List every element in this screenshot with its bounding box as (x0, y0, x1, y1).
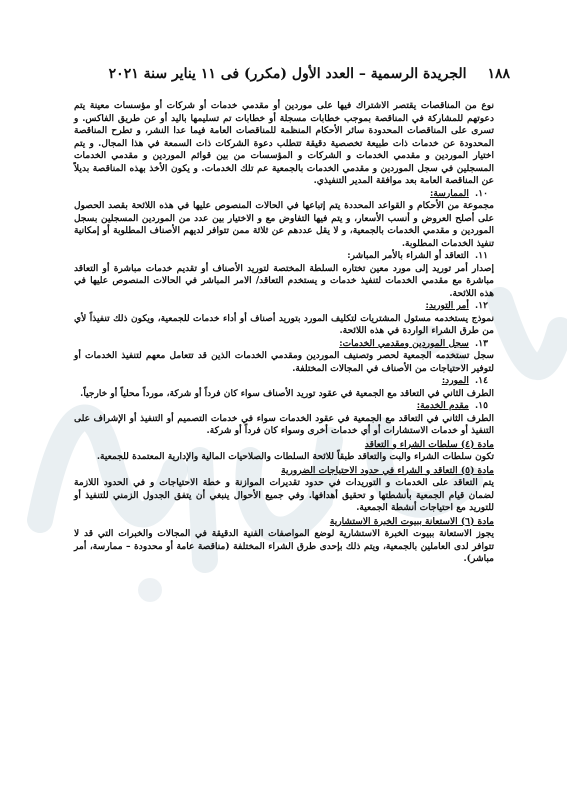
definition-title: المورد: (441, 375, 469, 386)
header-title: الجريدة الرسمية – العدد الأول (مكرر) فى ١١ يناير سنة ٢٠٢١ (108, 66, 467, 82)
definition-text: الطرف الثاني في التعاقد مع الجمعية في عقود الخدمات سواء في خدمات التصميم أو التنفيذ أو الإشراف على التنفيذ أو خدمات الاستشارات أو أي خدمات أخرى وسواء كان فرداً أو شركة. (74, 412, 494, 436)
intro-paragraph: نوع من المناقصات يقتصر الاشتراك فيها على موردين أو مقدمي خدمات أو شركات أو مؤسسات معينة يتم دعوتهم للمشاركة في المناقصة بموجب خطابات مسجلة أو خطابات تم تسليمها باليد أو عن طريق الفاكس. و تسرى على المناقصات المحدودة سائر الأحكام المنظمة للمناقصات العامة فيما عدا النشر، و تطرح المناقصة المحدودة عن خدمات ذات طبيعة تخصصية دقيقة تتطلب دعوة الشركات ذات السمعة في هذا المجال. و يتم اختيار الموردين و مقدمي الخدمات و الشركات و المؤسسات من بين قوائم الموردين و مقدمي الخدمات المسجلين في سجل الموردين و مقدمي الخدمات بالجمعية عم تلك الخدمات. و يكون الأخذ بهذه المناقصة بديلاً عن المناقصة العامة بعد موافقة المدير التنفيذي. (74, 100, 494, 186)
article-5-heading (74, 465, 494, 478)
definition-15 (74, 400, 488, 413)
definition-number: ١١. (475, 250, 488, 261)
page-header (110, 66, 510, 82)
definition-title: الممارسة: (430, 187, 469, 199)
article-title: مادة (٤) سلطات الشراء و التعاقد (364, 438, 494, 450)
definition-13 (74, 338, 488, 351)
article-text: يتم التعاقد على الخدمات و التوريدات في حدود تقديرات الموازنة و خطة الاحتياجات و في الحدود اللازمة لضمان قيام الجمعية بأنشطتها و تحقيق أهدافها. وفي جميع الأحوال ينبغي أن يتفق الجدول الزمني للتنفيذ أو للتوريد مع احتياجات أنشطة الجمعية. (74, 477, 494, 513)
definition-number: ١٣. (475, 337, 488, 349)
definition-text: الطرف الثاني في التعاقد مع الجمعية في عقود توريد الأصناف سواء كان فرداً أو شركة، مورداً محلياً أو خارجياً. (80, 387, 494, 399)
definition-title: مقدم الخدمة: (416, 400, 469, 411)
definition-14 (74, 375, 488, 388)
definition-title: سجل الموردين ومقدمي الخدمات: (339, 337, 469, 349)
article-6-heading (74, 516, 494, 529)
definition-text: سجل تستخدمه الجمعية لحصر وتصنيف الموردين ومقدمي الخدمات الذين قد تتعامل معهم لتنفيذ الخدمات أو لتوفير الاحتياجات من الأصناف في المجالات المختلفة. (74, 350, 494, 374)
definition-text: إصدار أمر توريد إلى مورد معين تختاره السلطة المختصة لتوريد الأصناف أو تقديم خدمات مباشرة أو التعاقد مباشرة مع مقدمي الخدمات لتنفيذ خدمات و يستخدم التعاقد/ الامر المباشر في الحالات المنصوص عليها في هذه اللائحة. (74, 262, 494, 299)
definition-11 (74, 250, 488, 263)
definition-title: التعاقد أو الشراء بالأمر المباشر: (347, 250, 469, 261)
definition-number: ١٢. (475, 300, 488, 311)
article-title: مادة (٦) الاستعانة ببيوت الخبرة الاستشارية (329, 515, 494, 527)
article-4-heading (74, 439, 494, 452)
definition-10 (74, 188, 488, 201)
definition-text: نموذج يستخدمه مسئول المشتريات لتكليف المورد بتوريد أصناف أو أداء خدمات للجمعية، ويكون ذلك تنفيذاً لأي من طرق الشراء الواردة في هذه اللائحة. (74, 312, 494, 336)
definition-title: أمر التوريد: (425, 300, 469, 311)
definition-12 (74, 300, 488, 313)
page-number: ١٨٨ (487, 66, 510, 82)
definition-number: ١٠. (475, 187, 488, 199)
article-text: تكون سلطات الشراء والبت والتعاقد طبقاً للائحة السلطات والصلاحيات المالية والإدارية المعتمدة للجمعية. (96, 451, 494, 462)
document-body (74, 100, 494, 566)
definition-number: ١٥. (475, 400, 488, 411)
article-title: مادة (٥) التعاقد و الشراء في حدود الاحتياجات الضرورية (281, 464, 494, 476)
article-text: يجوز الاستعانة ببيوت الخبرة الاستشارية لوضع المواصفات الفنية الدقيقة في المجالات والخبرات التي قد لا تتوافر لدى العاملين بالجمعية، ويتم ذلك بإحدى طرق الشراء المختلفة (مناقصة عامة أو محدودة – ممارسة، أمر مباشر). (74, 528, 494, 564)
definition-number: ١٤. (475, 375, 488, 386)
definition-text: مجموعة من الأحكام و القواعد المحددة يتم إتباعها في الحالات المنصوص عليها في هذه اللائحة بقصد الحصول على أصلح العروض و أنسب الأسعار، و يتم فيها التفاوض مع و الاختيار بين عدد من الموردين المسجلين بسجل الموردين و مقدمي الخدمات بالجمعية، و لا يقل عددهم عن ثلاثة ممن تتوافر لديهم الأصناف المطلوبة أو إمكانية تنفيذ الخدمات المطلوبة. (74, 200, 494, 249)
